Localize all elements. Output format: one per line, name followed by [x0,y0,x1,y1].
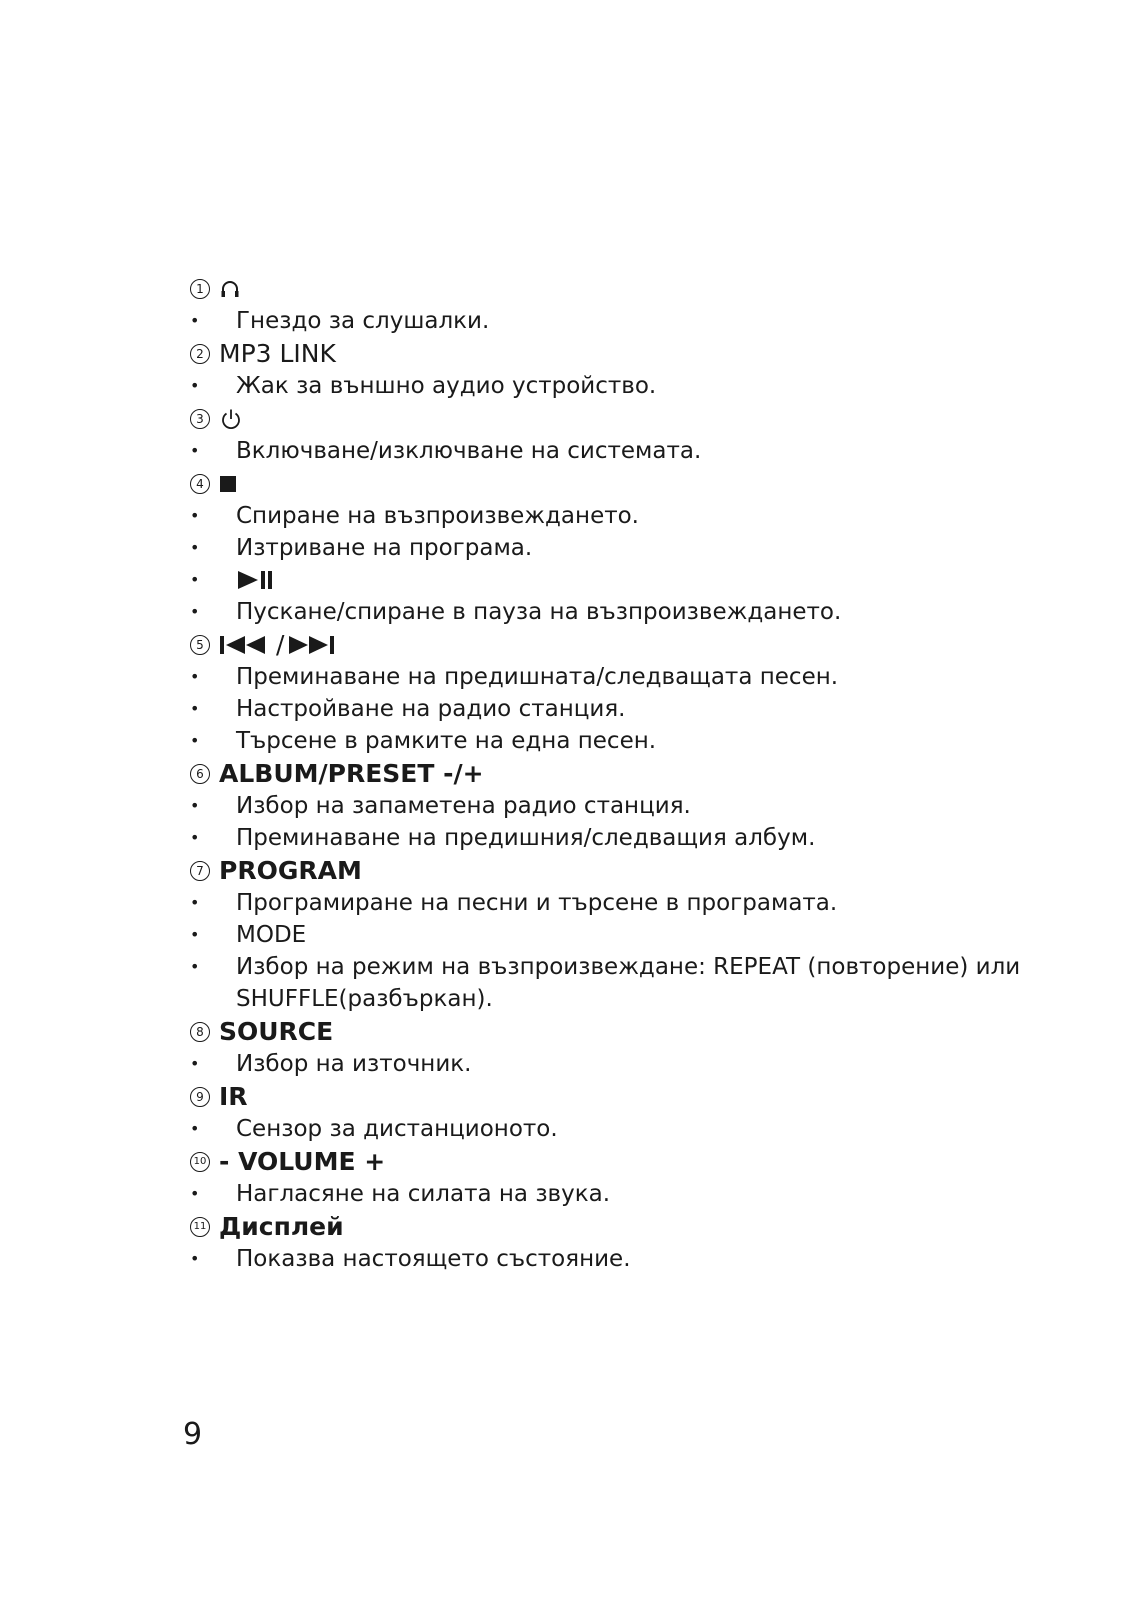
list-item-text: Гнездо за слушалки. [236,308,490,334]
list-item-text: Избор на източник. [236,1051,472,1077]
next-icon [287,634,341,656]
list-item-text: Търсене в рамките на една песен. [236,728,657,754]
bullet-dot: • [190,376,200,395]
bullet-dot: • [190,731,200,750]
list-item-text: Жак за външно аудио устройство. [236,373,657,399]
section-title: SOURCE [219,1017,334,1046]
section-2-heading [190,337,1070,370]
section-6-heading [190,757,1070,790]
bullet-dot: • [190,1184,200,1203]
previous-icon [219,634,273,656]
play-pause-icon [236,564,1070,596]
bullet-dot: • [190,1054,200,1073]
section-3-heading [190,402,1070,435]
list-item-text: Сензор за дистанционото. [236,1116,558,1142]
section-title: PROGRAM [219,856,362,885]
section-1-heading [190,272,1070,305]
list-item [190,919,1070,951]
list-item-text: Преминаване на предишната/следващата песен. [236,664,839,690]
power-icon [219,407,243,431]
section-number: 1 [190,279,210,299]
section-number: 9 [190,1087,210,1107]
list-item-text: Избор на запаметена радио станция. [236,793,691,819]
section-number: 10 [190,1152,210,1172]
list-item-text: MODE [236,922,307,948]
list-item-text: Пускане/спиране в пауза на възпроизвеждането. [236,599,842,625]
section-7-heading [190,854,1070,887]
bullet-dot: • [190,667,200,686]
list-item-play-pause [190,564,1070,596]
section-4-heading [190,467,1070,500]
bullet-dot: • [190,828,200,847]
bullet-dot: • [190,441,200,460]
list-item [190,1048,1070,1080]
list-item [190,1113,1070,1145]
bullet-dot: • [190,796,200,815]
list-item [190,305,1070,337]
list-item-text: Нагласяне на силата на звука. [236,1181,611,1207]
list-item-text: Показва настоящето състояние. [236,1246,631,1272]
section-title: MP3 LINK [219,339,336,368]
bullet-dot: • [190,893,200,912]
list-item [190,1243,1070,1275]
list-item [190,822,1070,854]
section-number: 11 [190,1217,210,1237]
bullet-dot: • [190,602,200,621]
list-item [190,1178,1070,1210]
list-item [190,790,1070,822]
section-title: IR [219,1082,248,1111]
list-item [190,887,1070,919]
section-title: ALBUM/PRESET -/+ [219,759,484,788]
section-10-heading [190,1145,1070,1178]
list-item-text: Включване/изключване на системата. [236,438,702,464]
section-title: - VOLUME + [219,1147,386,1176]
list-item [190,661,1070,693]
list-item [190,500,1070,532]
bullet-dot: • [190,699,200,718]
section-11-heading [190,1210,1070,1243]
list-item [190,951,1070,1015]
section-number: 5 [190,635,210,655]
list-item-text: Настройване на радио станция. [236,696,626,722]
section-number: 2 [190,344,210,364]
section-number: 8 [190,1022,210,1042]
page-number: 9 [183,1417,203,1452]
list-item-text: Програмиране на песни и търсене в програмата. [236,890,838,916]
separator-slash: / [276,630,285,659]
bullet-dot: • [190,538,200,557]
bullet-dot: • [190,506,200,525]
list-item-text: Спиране на възпроизвеждането. [236,503,639,529]
bullet-dot: • [190,311,200,330]
section-number: 7 [190,861,210,881]
section-title: Дисплей [219,1212,344,1241]
list-item [190,725,1070,757]
list-item [190,693,1070,725]
stop-icon [219,475,237,493]
bullet-dot: • [190,957,200,976]
list-item-text: Избор на режим на възпроизвеждане: REPEAT (повторение) или SHUFFLE(разбъркан). [236,954,1021,1012]
list-item [190,532,1070,564]
bullet-dot: • [190,1249,200,1268]
list-item [190,596,1070,628]
headphones-icon [219,278,241,300]
bullet-dot: • [190,570,200,589]
section-5-heading [190,628,1070,661]
section-number: 6 [190,764,210,784]
list-item [190,370,1070,402]
section-8-heading [190,1015,1070,1048]
section-number: 3 [190,409,210,429]
bullet-dot: • [190,925,200,944]
list-item-text: Изтриване на програма. [236,535,533,561]
section-number: 4 [190,474,210,494]
list-item-text: Преминаване на предишния/следващия албум. [236,825,816,851]
list-item [190,435,1070,467]
bullet-dot: • [190,1119,200,1138]
section-9-heading [190,1080,1070,1113]
controls-list [190,272,1070,1275]
